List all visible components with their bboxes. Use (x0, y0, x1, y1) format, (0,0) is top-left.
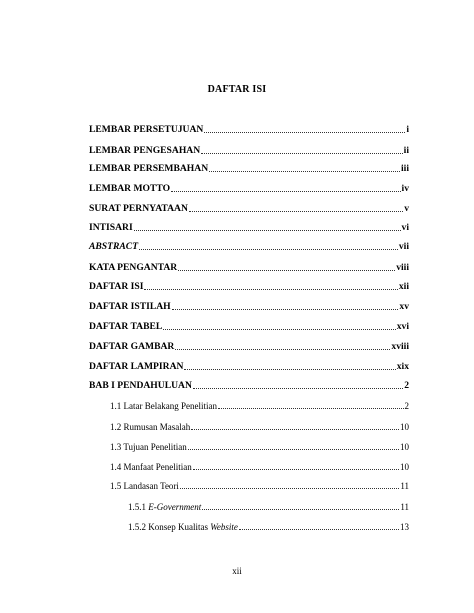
leader-dots (201, 145, 403, 154)
toc-entry-label: LEMBAR PERSETUJUAN (89, 124, 204, 135)
toc-entry[interactable] (89, 341, 409, 353)
toc-entry-page: xv (399, 301, 409, 312)
leader-dots (188, 441, 399, 450)
toc-entry-page: 10 (400, 462, 409, 472)
toc-entry-label: ABSTRACT (89, 241, 139, 252)
toc-entry[interactable] (89, 203, 409, 215)
toc-entry-page: vii (398, 241, 409, 252)
leader-dots (163, 321, 395, 330)
toc-entry-label: INTISARI (89, 222, 133, 233)
toc-entry-page: v (404, 203, 409, 214)
toc-entry-label: 1.5.2 Konsep Kualitas Website (128, 522, 238, 532)
page-number-footer: xii (232, 566, 242, 576)
toc-entry-page: 2 (404, 401, 409, 411)
leader-dots (202, 501, 399, 510)
toc-entry-label: BAB I PENDAHULUAN (89, 380, 192, 391)
leader-dots (144, 281, 397, 290)
leader-dots (184, 361, 395, 370)
toc-entry[interactable] (89, 145, 409, 157)
toc-entry-label: LEMBAR PERSEMBAHAN (89, 163, 209, 174)
toc-entry[interactable] (89, 380, 409, 392)
leader-dots (193, 380, 403, 389)
toc-entry[interactable] (89, 262, 409, 274)
toc-subentry[interactable] (110, 441, 409, 453)
toc-subentry[interactable] (110, 421, 409, 433)
leader-dots (178, 262, 395, 271)
toc-entry-page: 10 (400, 422, 409, 432)
toc-entry-label: 1.2 Rumusan Masalah (110, 422, 191, 432)
toc-entry-label: 1.4 Manfaat Penelitian (110, 462, 192, 472)
toc-entry-page: 2 (404, 380, 409, 391)
leader-dots (191, 421, 399, 430)
toc-entry-page: vi (401, 222, 409, 233)
toc-entry[interactable] (89, 301, 409, 313)
leader-dots (134, 222, 401, 231)
toc-subentry[interactable] (110, 461, 409, 473)
leader-dots (139, 241, 398, 250)
leader-dots (175, 341, 390, 350)
toc-entry[interactable] (89, 241, 409, 253)
toc-entry-page: xviii (391, 341, 409, 352)
toc-entry-label: LEMBAR PENGESAHAN (89, 145, 201, 156)
toc-entry[interactable] (89, 361, 409, 373)
toc-entry-page: xvi (396, 321, 409, 332)
toc-entry-page: i (406, 124, 409, 135)
toc-entry[interactable] (89, 281, 409, 293)
toc-entry-label: DAFTAR ISI (89, 281, 144, 292)
toc-entry-page: xix (396, 361, 409, 372)
toc-entry[interactable] (89, 222, 409, 234)
toc-entry-page: 10 (400, 442, 409, 452)
toc-entry-label: DAFTAR LAMPIRAN (89, 361, 184, 372)
toc-entry-page: iv (401, 183, 409, 194)
toc-entry-label: 1.1 Latar Belakang Penelitian (110, 401, 217, 411)
leader-dots (218, 400, 404, 409)
leader-dots (189, 203, 403, 212)
toc-subentry[interactable] (110, 480, 409, 492)
toc-entry-label: DAFTAR ISTILAH (89, 301, 171, 312)
toc-entry-label: SURAT PERNYATAAN (89, 203, 188, 214)
toc-entry-page: 11 (400, 481, 409, 491)
toc-entry-label: KATA PENGANTAR (89, 262, 178, 273)
toc-entry-page: viii (396, 262, 409, 273)
toc-subsubentry[interactable] (128, 521, 409, 533)
leader-dots (239, 521, 399, 530)
toc-entry-page: 13 (400, 522, 409, 532)
toc-entry-label: 1.3 Tujuan Penelitian (110, 442, 187, 452)
toc-entry[interactable] (89, 124, 409, 136)
leader-dots (171, 183, 400, 192)
page-title: DAFTAR ISI (207, 84, 267, 95)
toc-entry-label: 1.5 Landasan Teori (110, 481, 179, 491)
leader-dots (172, 301, 399, 310)
toc-entry-page: 11 (400, 502, 409, 512)
toc-entry-page: xii (398, 281, 409, 292)
toc-entry[interactable] (89, 183, 409, 195)
toc-entry[interactable] (89, 163, 409, 175)
leader-dots (193, 461, 399, 470)
toc-entry-label: DAFTAR GAMBAR (89, 341, 175, 352)
toc-entry-label: 1.5.1 E-Government (128, 502, 202, 512)
toc-entry-page: ii (403, 145, 409, 156)
toc-entry[interactable] (89, 321, 409, 333)
leader-dots (204, 124, 405, 133)
toc-entry-label: LEMBAR MOTTO (89, 183, 171, 194)
toc-subsubentry[interactable] (128, 501, 409, 513)
toc-subentry[interactable] (110, 400, 409, 412)
toc-entry-label: DAFTAR TABEL (89, 321, 163, 332)
leader-dots (180, 480, 399, 489)
leader-dots (209, 163, 400, 172)
toc-entry-page: iii (401, 163, 409, 174)
